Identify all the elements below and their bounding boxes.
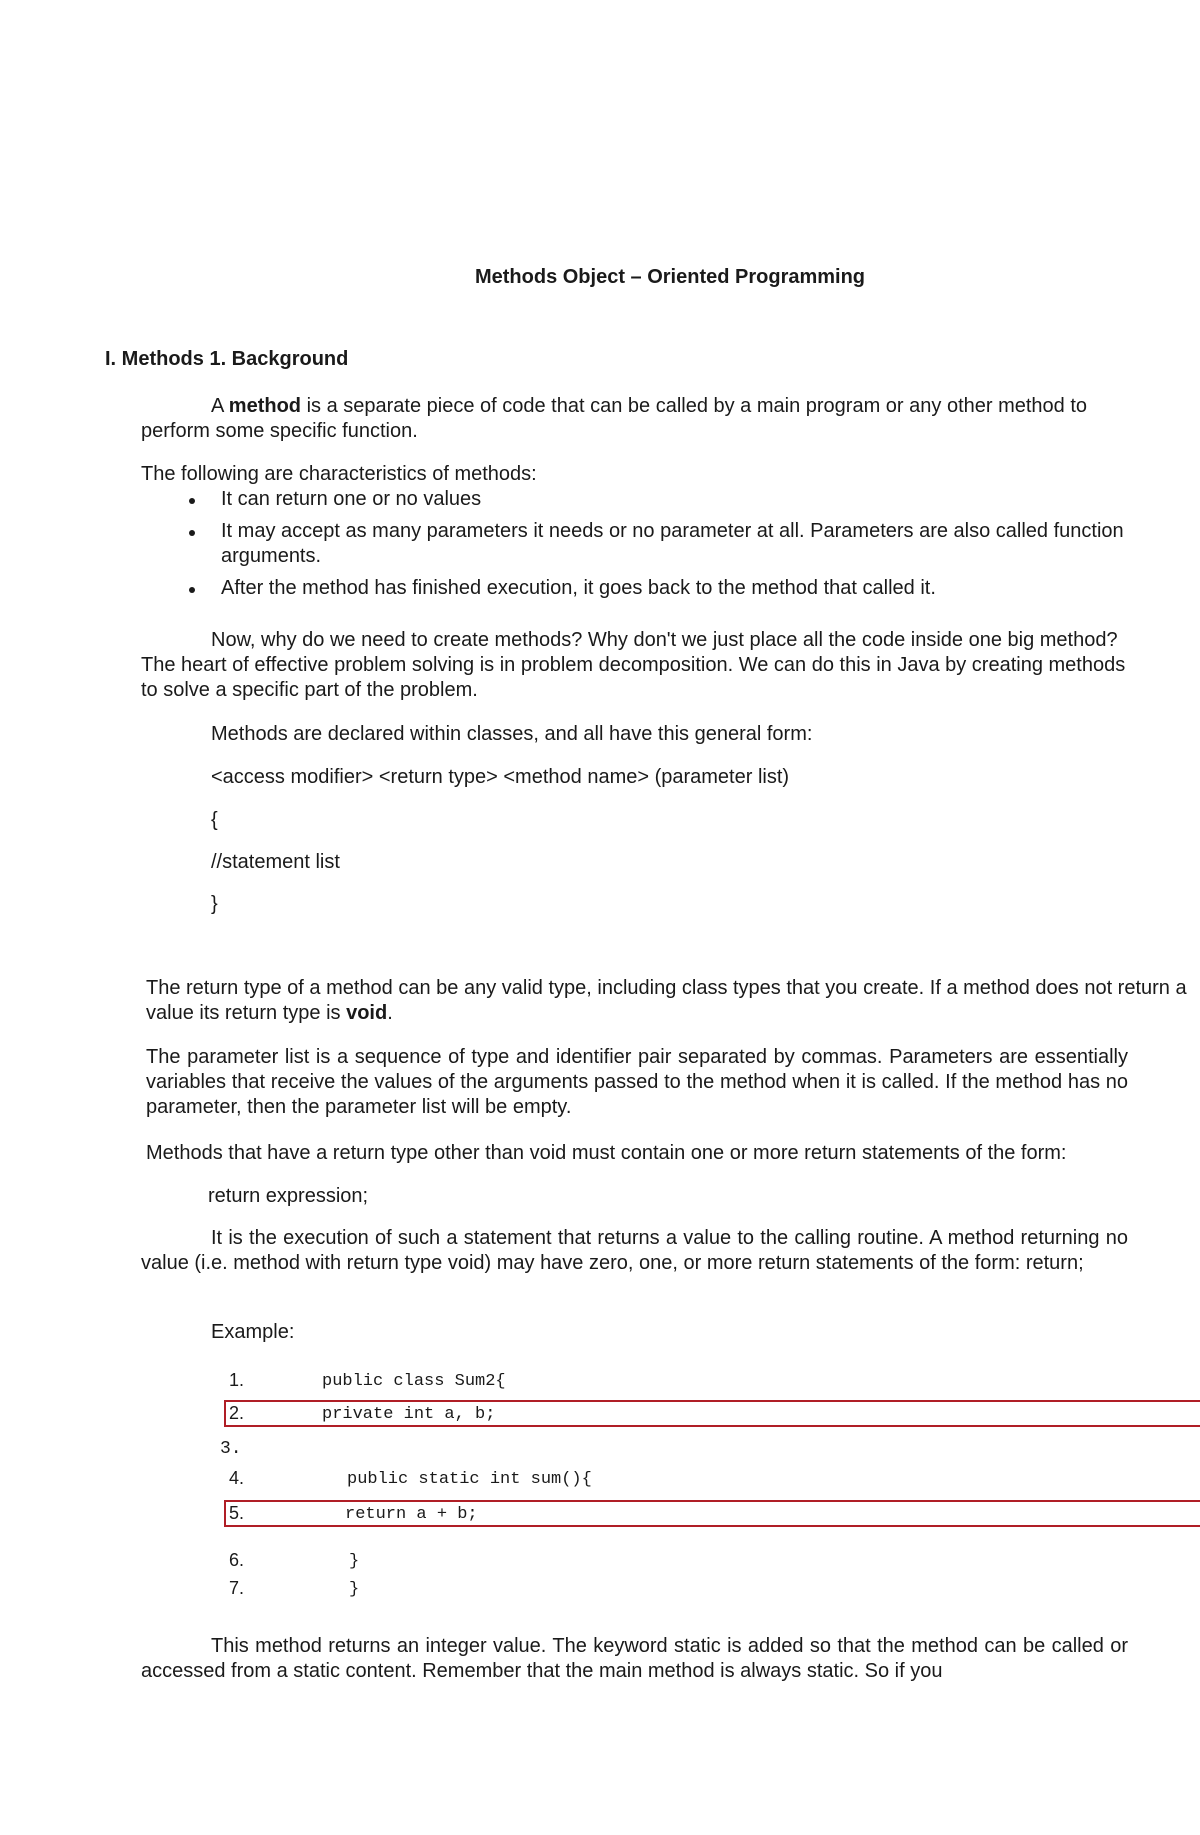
code-line-number: 3. <box>220 1439 242 1459</box>
code-line-number: 2. <box>229 1403 245 1423</box>
void-keyword: void <box>346 1002 388 1024</box>
code-line-number: 1. <box>229 1370 245 1390</box>
parameter-list-paragraph: The parameter list is a sequence of type and identifier pair separated by commas. Parameters are essentially variables that receive the values of the arguments passed to the method when it is called. If the method has no parameter, then the parameter list will be empty. <box>146 1046 1128 1118</box>
general-form-intro: Methods are declared within classes, and all have this general form: <box>211 723 813 745</box>
return-type-paragraph: The return type of a method can be any valid type, including class types that you create. If a method does not return a value its return type is void. <box>146 977 1187 1024</box>
list-item: It can return one or no values <box>185 487 1200 512</box>
intro-bold-term: method <box>228 395 302 417</box>
intro-paragraph <box>141 394 1161 444</box>
general-form-statement: //statement list <box>211 851 340 873</box>
general-form-close-brace: } <box>211 893 218 915</box>
return-statements-paragraph: Methods that have a return type other than void must contain one or more return statements of the form: <box>146 1142 1067 1164</box>
closing-paragraph: This method returns an integer value. The keyword static is added so that the method can be called or accessed from a static content. Remember that the main method is always static. So if you <box>141 1635 1128 1682</box>
section-heading: I. Methods 1. Background <box>105 348 349 370</box>
code-line-text: public class Sum2{ <box>322 1372 506 1391</box>
list-item: It may accept as many parameters it needs or no parameter at all. Parameters are also called function arguments. <box>185 519 1200 569</box>
code-line-text: private int a, b; <box>322 1405 496 1424</box>
document-title: Methods Object – Oriented Programming <box>474 266 866 288</box>
bullet-icon <box>189 498 195 504</box>
code-line-number: 7. <box>229 1578 245 1598</box>
general-form-signature: <access modifier> <return type> <method name> (parameter list) <box>211 766 790 788</box>
intro-pre: A <box>211 395 229 417</box>
intro-post: is a separate piece of code that can be called by a main program or any other method to perform some specific function. <box>141 395 1088 442</box>
code-line-text: return a + b; <box>345 1505 478 1524</box>
why-paragraph: Now, why do we need to create methods? Why don't we just place all the code inside one big method? The heart of effective problem solving is in problem decomposition. We can do this in Java by creating methods to solve a specific part of the problem. <box>141 629 1126 701</box>
code-line-text: public static int sum(){ <box>347 1470 592 1489</box>
characteristics-intro: The following are characteristics of methods: <box>141 463 537 485</box>
code-line-number: 6. <box>229 1550 245 1570</box>
bullet-icon <box>189 530 195 536</box>
bullet-icon <box>189 587 195 593</box>
list-item: After the method has finished execution, it goes back to the method that called it. <box>185 576 1200 601</box>
code-line-number: 4. <box>229 1468 245 1488</box>
execution-paragraph: It is the execution of such a statement that returns a value to the calling routine. A method returning no value (i.e. method with return type void) may have zero, one, or more return statements of the form: return; <box>141 1227 1128 1274</box>
example-label: Example: <box>211 1321 295 1343</box>
code-line-text: } <box>349 1580 360 1599</box>
return-expression: return expression; <box>208 1185 369 1207</box>
code-line-number: 5. <box>229 1503 245 1523</box>
code-line-text: } <box>349 1552 360 1571</box>
characteristics-list <box>185 487 1200 601</box>
general-form-open-brace: { <box>211 809 218 831</box>
